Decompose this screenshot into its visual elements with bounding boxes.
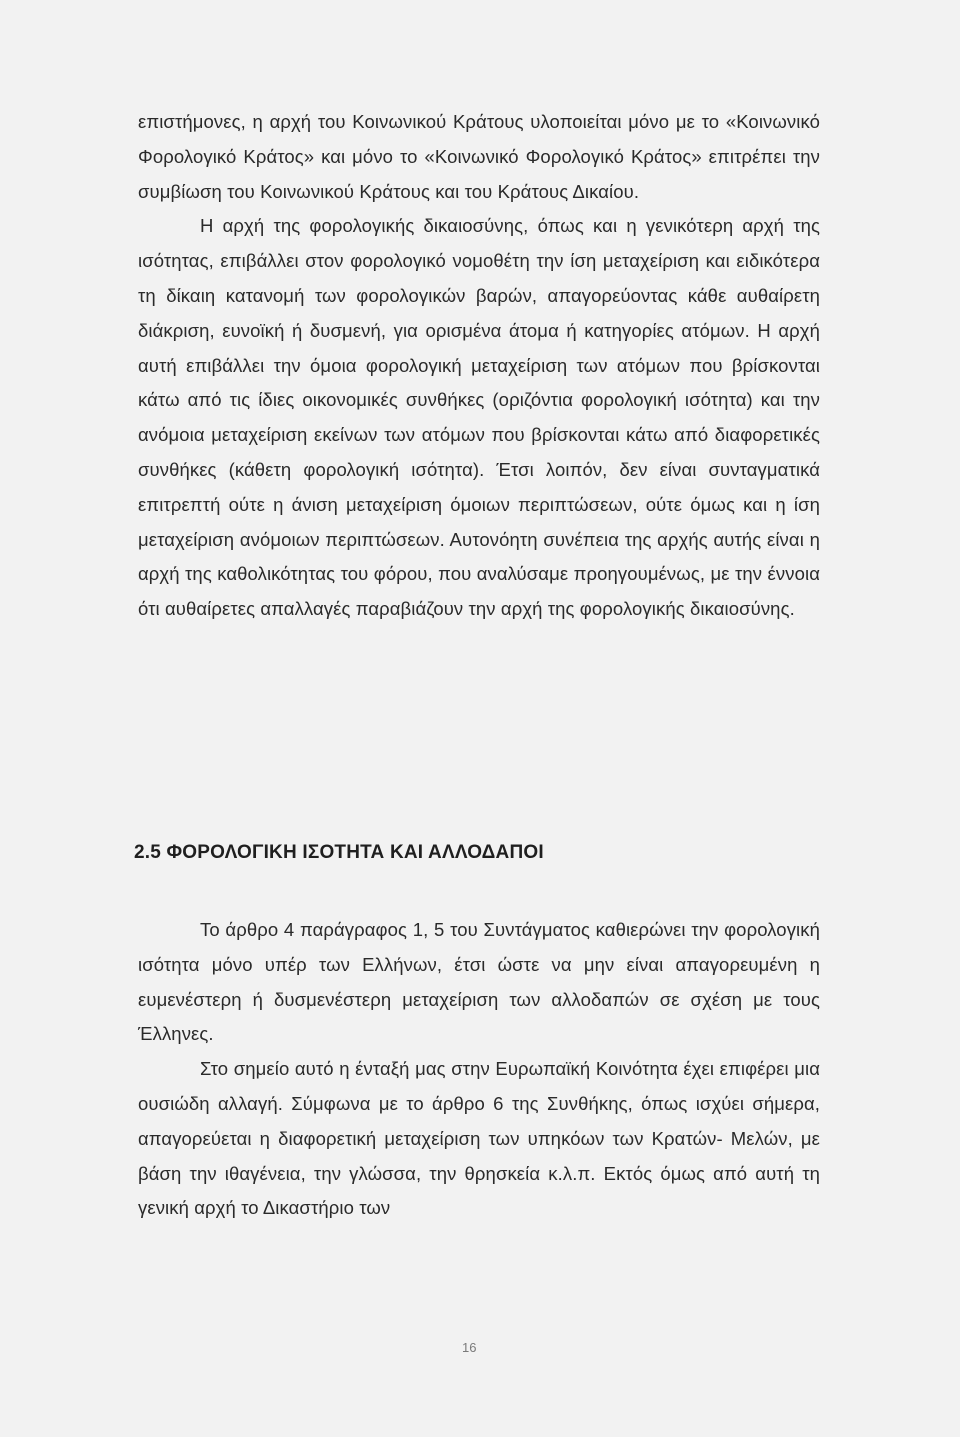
page-number: 16 [462,1340,477,1355]
body-text-upper [138,105,820,627]
paragraph-european-community: Στο σημείο αυτό η ένταξή μας στην Ευρωπαϊκή Κοινότητα έχει επιφέρει μια ουσιώδη αλλαγή. Σύμφωνα με το άρθρο 6 της Συνθήκης, όπως ισχύει σήμερα, απαγορεύεται η διαφορετική μεταχείριση των υπηκόων των Κρατών- Μελών, με βάση την ιθαγένεια, την γλώσσα, την θρησκεία κ.λ.π. Εκτός όμως από αυτή τη γενική αρχή το Δικαστήριο των [138,1058,820,1219]
paragraph-constitution-article: Το άρθρο 4 παράγραφος 1, 5 του Συντάγματος καθιερώνει την φορολογική ισότητα μόνο υπέρ των Ελλήνων, έτσι ώστε να μην είναι απαγορευμένη η ευμενέστερη ή δυσμενέστερη μεταχείριση των αλλοδαπών σε σχέση με τους Έλληνες. [138,919,820,1045]
paragraph-tax-justice: Η αρχή της φορολογικής δικαιοσύνης, όπως και η γενικότερη αρχή της ισότητας, επιβάλλει στον φορολογικό νομοθέτη την ίση μεταχείριση και ειδικότερα τη δίκαιη κατανομή των φορολογικών βαρών, απαγορεύοντας κάθε αυθαίρετη διάκριση, ευνοϊκή ή δυσμενή, για ορισμένα άτομα ή κατηγορίες ατόμων. Η αρχή αυτή επιβάλλει την όμοια φορολογική μεταχείριση των ατόμων που βρίσκονται κάτω από τις ίδιες οικονομικές συνθήκες (οριζόντια φορολογική ισότητα) και την ανόμοια μεταχείριση εκείνων των ατόμων που βρίσκονται κάτω από διαφορετικές συνθήκες (κάθετη φορολογική ισότητα). Έτσι λοιπόν, δεν είναι συνταγματικά επιτρεπτή ούτε η άνιση μεταχείριση όμοιων περιπτώσεων, ούτε όμως και η ίση μεταχείριση ανόμοιων περιπτώσεων. Αυτονόητη συνέπεια της αρχής αυτής είναι η αρχή της καθολικότητας του φόρου, που αναλύσαμε προηγουμένως, με την έννοια ότι αυθαίρετες απαλλαγές παραβιάζουν την αρχή της φορολογικής δικαιοσύνης. [138,215,820,620]
paragraph-continuation: επιστήμονες, η αρχή του Κοινωνικού Κράτους υλοποιείται μόνο με το «Κοινωνικό Φορολογικό Κράτος» και μόνο το «Κοινωνικό Φορολογικό Κράτος» επιτρέπει την συμβίωση του Κοινωνικού Κράτους και του Κράτους Δικαίου. [138,111,820,202]
section-heading: 2.5 ΦΟΡΟΛΟΓΙΚΗ ΙΣΟΤΗΤΑ ΚΑΙ ΑΛΛΟΔΑΠΟΙ [134,842,544,863]
body-text-lower [138,913,820,1226]
